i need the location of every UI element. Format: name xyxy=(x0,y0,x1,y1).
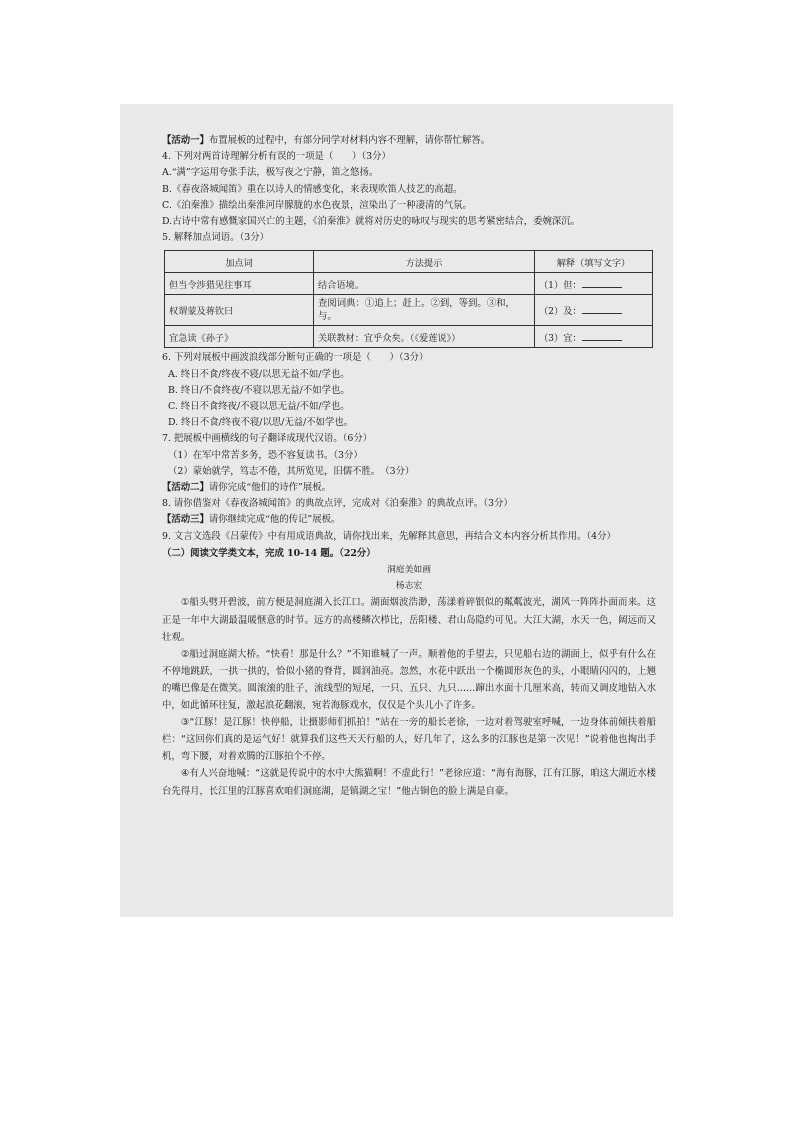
exam-page-photo xyxy=(120,104,673,917)
activity3-text: 请你继续完成“他的传记”展板。 xyxy=(208,514,341,526)
article-paragraph-3: ③“江豚！是江豚！快停船，让摄影师们抓拍！”站在一旁的船长老徐，一边对着驾驶室呼喊，一边身体前倾扶着船栏：“这回你们真的是运气好！就算我们这些天天行船的人，好几年了，这么多的江豚也是第一次见！”说着他也掏出手机，弯下腰，对着欢腾的江豚拍个不停。 xyxy=(162,717,656,763)
answer-blank[interactable] xyxy=(582,331,622,341)
q7-item-1: （1）在军中常苦多务，恐不容复读书。（3分） xyxy=(168,449,363,461)
q6-stem: 6. 下列对展板中画波浪线部分断句正确的一项是（ ）（3分） xyxy=(162,352,429,364)
q4-stem: 4. 下列对两首诗理解分析有误的一项是（ ）（3分） xyxy=(162,151,391,163)
q4-option-a: A.“满”字运用夸张手法，极写夜之宁静，笛之悠扬。 xyxy=(162,167,379,179)
answer-blank[interactable] xyxy=(582,278,622,288)
q5-stem: 5. 解释加点词语。（3分） xyxy=(162,232,269,244)
table-row xyxy=(165,273,653,295)
q5-answer-3[interactable] xyxy=(535,326,653,348)
activity1-tag: 【活动一】 xyxy=(162,135,209,146)
q5-answer-3-label: （3）宜： xyxy=(539,332,582,344)
answer-blank[interactable] xyxy=(582,304,622,314)
q5-hint-1: 结合语境。 xyxy=(314,273,535,295)
article-author: 杨志宏 xyxy=(395,581,423,592)
q4-option-d: D.古诗中常有感慨家国兴亡的主题，《泊秦淮》就将对历史的咏叹与现实的思考紧密结合，委婉深沉。 xyxy=(162,216,580,228)
q5-hint-2: 查阅词典：①追上；赶上。②到，等到。③和，与。 xyxy=(314,295,535,326)
q5-hint-3: 关联教材：宜乎众矣。（《爱莲说》） xyxy=(314,326,535,348)
q4-option-c: C.《泊秦淮》描绘出秦淮河岸朦胧的水色夜景，渲染出了一种凄清的气氛。 xyxy=(162,199,472,211)
activity1-line xyxy=(162,133,656,149)
q5-answer-2-label: （2）及： xyxy=(539,306,582,318)
q5-answer-1[interactable] xyxy=(535,273,653,295)
activity2-tag: 【活动二】 xyxy=(162,482,209,494)
q5-word-1: 但当令涉猎见往事耳 xyxy=(165,273,314,295)
table-row xyxy=(165,295,653,326)
q5-table xyxy=(164,250,653,348)
q6-option-c: C. 终日不食终夜/不寝以思无益/不如/学也。 xyxy=(168,401,350,413)
q6-option-b: B. 终日/不食终夜/不寝以思无益/不如学也。 xyxy=(168,384,350,396)
article-title: 洞庭美如画 xyxy=(387,565,431,576)
q5-header-hint: 方法提示 xyxy=(314,251,535,273)
q8-stem: 8. 请你借鉴对《春夜洛城闻笛》的典故点评，完成对《泊秦淮》的典故点评。（3分） xyxy=(162,498,513,510)
q5-answer-2[interactable] xyxy=(535,295,653,326)
q7-stem: 7. 把展板中画横线的句子翻译成现代汉语。（6分） xyxy=(162,433,373,445)
activity1-text: 布置展板的过程中，有部分同学对材料内容不理解，请你帮忙解答。 xyxy=(208,135,491,146)
q5-header-word: 加点词 xyxy=(165,251,314,273)
article-paragraph-1: ①船头劈开碧波，前方便是洞庭湖入长江口。湖面烟波浩渺，荡漾着碎银似的粼粼波光，湖风一阵阵扑面而来。这正是一年中大湖最温暖惬意的时节。远方的高楼鳞次栉比，岳阳楼、君山岛隐约可见。大江大湖，水天一色，阔远而又壮观。 xyxy=(162,597,656,643)
q4-option-b: B.《春夜洛城闻笛》重在以诗人的情感变化，来表现吹笛人技艺的高超。 xyxy=(162,183,463,195)
q7-item-2: （2）蒙始就学，笃志不倦，其所览见，旧儒不胜。 （3分） xyxy=(168,465,415,477)
article-paragraph-4: ④有人兴奋地喊：“这就是传说中的水中大熊猫啊！不虚此行！”老徐应道：“海有海豚，江有江豚，咱这大湖近水楼台先得月，长江里的江豚喜欢咱们洞庭湖，是镇湖之宝！”他古铜色的脸上满是自豪。 xyxy=(162,768,656,797)
q6-option-a: A. 终日不食/终夜不寝/以思无益不如/学也。 xyxy=(168,368,350,380)
q9-stem: 9. 文言文选段《吕蒙传》中有用成语典故，请你找出来，先解释其意思，再结合文本内容分析其作用。（4分） xyxy=(162,530,616,542)
q5-answer-1-label: （1）但： xyxy=(539,279,582,291)
q5-header-answer: 解释（填写文字） xyxy=(535,251,653,273)
activity2-line xyxy=(162,480,656,496)
section2-heading: （二）阅读文学类文本，完成 10-14 题。（22分） xyxy=(162,547,376,559)
activity3-line xyxy=(162,512,656,528)
q5-word-3: 宜急读《孙子》 xyxy=(165,326,314,348)
q5-word-2: 权谓蒙及蒋钦曰 xyxy=(165,295,314,326)
exam-content xyxy=(162,133,656,800)
activity3-tag: 【活动三】 xyxy=(162,514,209,526)
q5-header-row xyxy=(165,251,653,273)
article-paragraph-2: ②船过洞庭湖大桥。“快看！那是什么？”不知谁喊了一声。顺着他的手望去，只见船右边的湖面上，似乎有什么在不停地跳跃，一拱一拱的，恰似小猪的脊背，圆润油亮。忽然，水花中跃出一个椭圆形灰色的头，小眼睛闪闪的，上翘的嘴巴像是在微笑。圆滚滚的肚子，流线型的短尾，一只、五只、九只……蹿出水面十几厘米高，转而又调皮地钻入水中，如此循环往复，激起浪花翻滚，宛若海豚戏水，仅仅是个头儿小了许多。 xyxy=(162,648,656,712)
q6-option-d: D. 终日不食/终夜不寝/以思/无益/不如学也。 xyxy=(168,417,354,429)
table-row xyxy=(165,326,653,348)
activity2-text: 请你完成“他们的诗作”展板。 xyxy=(208,482,331,494)
